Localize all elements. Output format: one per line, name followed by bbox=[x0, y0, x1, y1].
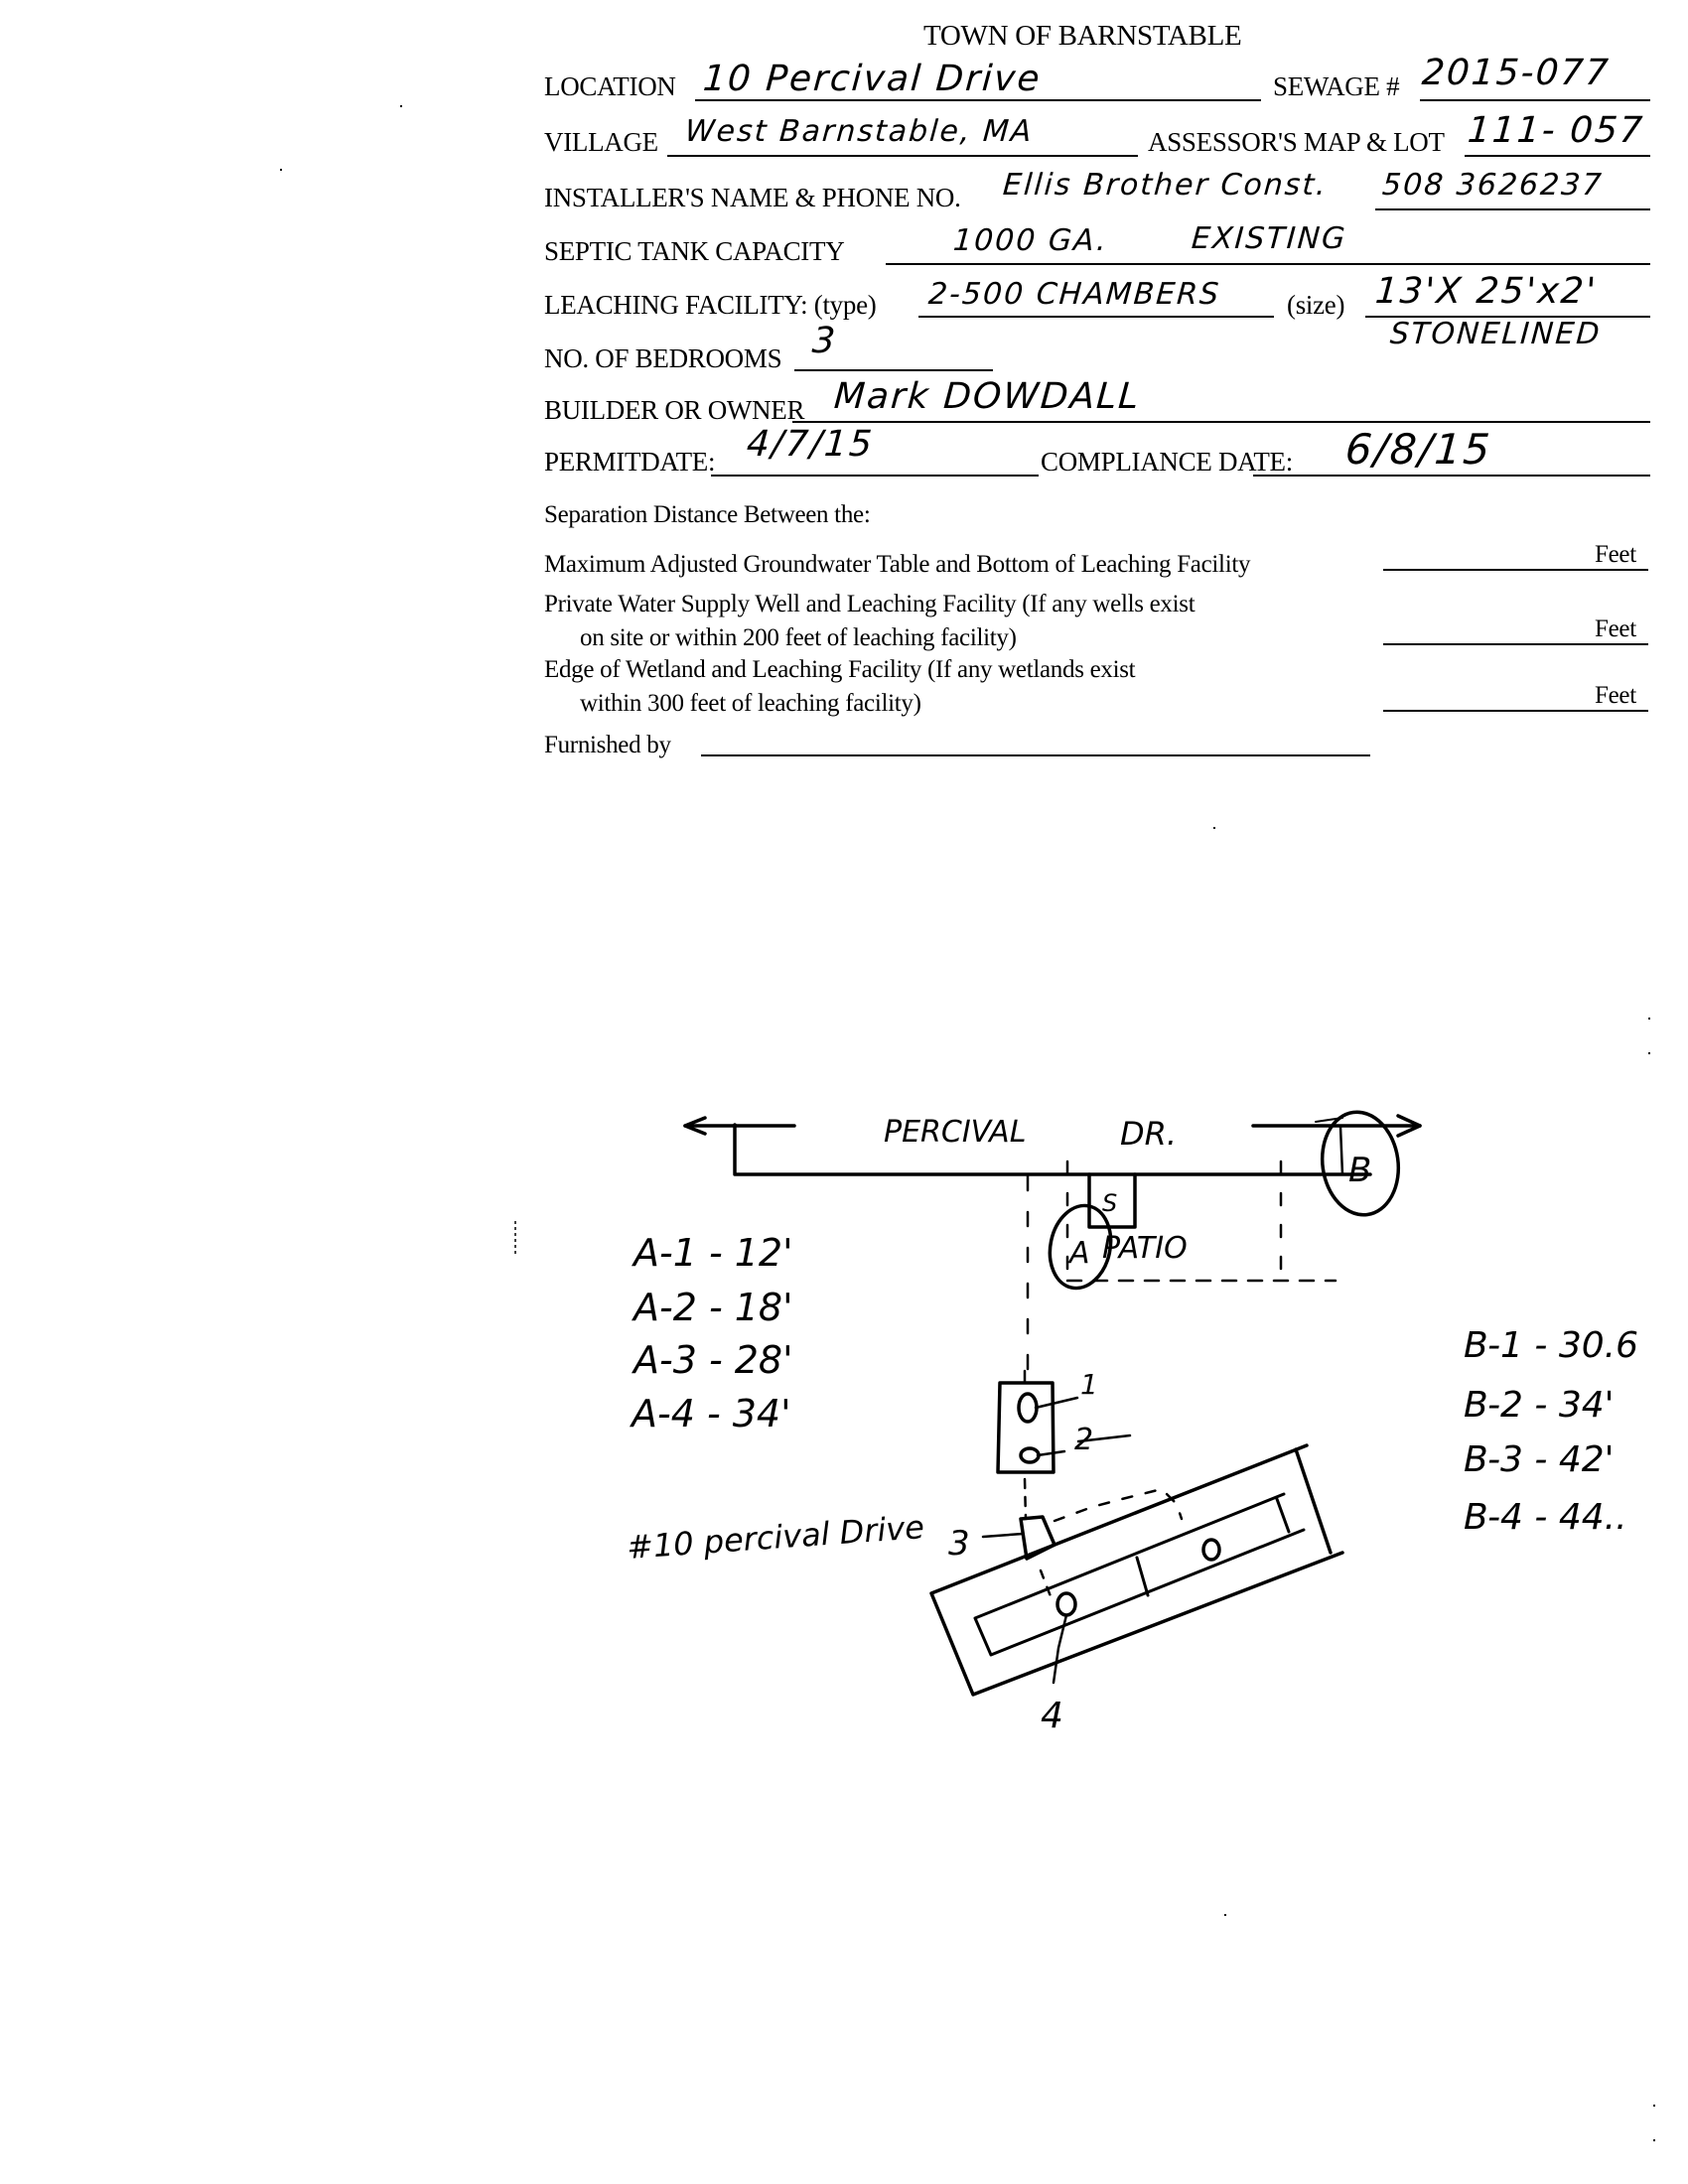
leaching-facility-outer bbox=[931, 1445, 1342, 1695]
compliance-date-field-line bbox=[1253, 475, 1650, 477]
b-tie-item: B-3 - 42' bbox=[1464, 1439, 1615, 1480]
installer-phone-value[interactable]: 508 3626237 bbox=[1380, 168, 1605, 203]
a-tie-list bbox=[629, 1231, 793, 1435]
b-tie-item: B-1 - 30.6 bbox=[1464, 1325, 1638, 1366]
septic-tank bbox=[998, 1371, 1130, 1519]
septic-tank-label: SEPTIC TANK CAPACITY bbox=[544, 236, 845, 266]
point-4-circle bbox=[1057, 1593, 1075, 1615]
street-suffix-label: DR. bbox=[1120, 1115, 1178, 1153]
point-4-leader bbox=[1054, 1615, 1066, 1683]
ref-b-label: B bbox=[1348, 1151, 1372, 1190]
bedrooms-field-line bbox=[794, 369, 993, 371]
separation-row-label-cont: within 300 feet of leaching facility) bbox=[580, 690, 921, 717]
scan-speck bbox=[400, 105, 402, 107]
permit-date-label: PERMITDATE: bbox=[544, 447, 716, 477]
separation-row-field-line[interactable] bbox=[1383, 569, 1648, 571]
leaching-type-field-line bbox=[918, 316, 1274, 318]
point-1-leader bbox=[1036, 1398, 1077, 1408]
assessor-field-line bbox=[1465, 155, 1650, 157]
separation-row-field-line[interactable] bbox=[1383, 710, 1648, 712]
scan-speck bbox=[1213, 827, 1215, 829]
separation-row-unit: Feet bbox=[1595, 541, 1636, 568]
lot-corner-marker bbox=[1340, 1127, 1342, 1174]
point-3-leader bbox=[983, 1534, 1023, 1537]
builder-field-line bbox=[792, 421, 1650, 423]
separation-row-label: Edge of Wetland and Leaching Facility (If any wetlands exist bbox=[544, 656, 1136, 683]
leaching-size-note[interactable]: STONELINED bbox=[1388, 317, 1603, 351]
location-field-line bbox=[695, 99, 1261, 101]
a-tie-item: A-3 - 28' bbox=[633, 1338, 793, 1382]
location-label: LOCATION bbox=[544, 71, 676, 101]
point-4-label: 4 bbox=[1041, 1696, 1063, 1736]
patio-label: PATIO bbox=[1102, 1231, 1188, 1266]
separation-row-label: Private Water Supply Well and Leaching Facility (If any wells exist bbox=[544, 591, 1196, 617]
scan-speck bbox=[1653, 2105, 1655, 2107]
b-tie-list bbox=[1464, 1325, 1638, 1538]
septic-tank-note[interactable]: EXISTING bbox=[1190, 221, 1348, 256]
permit-date-value[interactable]: 4/7/15 bbox=[745, 424, 876, 465]
document-title: TOWN OF BARNSTABLE bbox=[923, 20, 1242, 52]
sewage-label: SEWAGE # bbox=[1273, 71, 1400, 101]
bedrooms-value[interactable]: 3 bbox=[810, 321, 839, 361]
scan-speck bbox=[1653, 2139, 1655, 2141]
point-1-label: 1 bbox=[1080, 1368, 1098, 1401]
assessor-label: ASSESSOR'S MAP & LOT bbox=[1148, 127, 1445, 157]
point-2-circle bbox=[1021, 1448, 1039, 1462]
a-tie-item: A-2 - 18' bbox=[633, 1286, 793, 1329]
point-1-circle bbox=[1019, 1394, 1037, 1422]
s-box-label: S bbox=[1102, 1189, 1118, 1217]
scan-speck bbox=[1224, 1914, 1226, 1916]
permit-date-field-line bbox=[711, 475, 1039, 477]
house-address-label: #10 percival Drive bbox=[625, 1508, 926, 1567]
separation-row-unit: Feet bbox=[1595, 615, 1636, 642]
scan-speck bbox=[1648, 1018, 1650, 1020]
separation-row-label-cont: on site or within 200 feet of leaching facility) bbox=[580, 624, 1017, 651]
separation-row-unit: Feet bbox=[1595, 682, 1636, 709]
leaching-dashed-extension bbox=[1055, 1489, 1182, 1521]
b-tie-item: B-4 - 44.. bbox=[1464, 1497, 1627, 1538]
furnished-by-field-line[interactable] bbox=[701, 754, 1370, 756]
point-2-label: 2 bbox=[1074, 1423, 1094, 1457]
a-tie-item: A-1 - 12' bbox=[633, 1231, 793, 1275]
tank-to-dbox-dashed-line bbox=[1025, 1479, 1026, 1519]
leaching-type-value[interactable]: 2-500 CHAMBERS bbox=[926, 277, 1222, 312]
point-2-leader bbox=[1038, 1451, 1064, 1455]
separation-row-field-line[interactable] bbox=[1383, 643, 1648, 645]
compliance-date-value[interactable]: 6/8/15 bbox=[1343, 425, 1493, 474]
village-field-line bbox=[667, 155, 1138, 157]
sewage-field-line bbox=[1420, 99, 1650, 101]
compliance-date-label: COMPLIANCE DATE: bbox=[1041, 447, 1293, 477]
builder-value[interactable]: Mark DOWDALL bbox=[832, 376, 1142, 417]
ref-a-label: A bbox=[1069, 1236, 1090, 1271]
b-tie-item: B-2 - 34' bbox=[1464, 1385, 1615, 1426]
location-value[interactable]: 10 Percival Drive bbox=[701, 59, 1043, 99]
installer-label: INSTALLER'S NAME & PHONE NO. bbox=[544, 183, 961, 212]
chamber-divider bbox=[1137, 1558, 1148, 1595]
village-label: VILLAGE bbox=[544, 127, 658, 157]
chamber-inspection-port-right bbox=[1203, 1540, 1219, 1560]
leaching-type-label: LEACHING FACILITY: (type) bbox=[544, 290, 877, 320]
leaching-size-label: (size) bbox=[1287, 290, 1345, 320]
scan-speck bbox=[1648, 1052, 1650, 1054]
bedrooms-label: NO. OF BEDROOMS bbox=[544, 343, 782, 373]
builder-label: BUILDER OR OWNER bbox=[544, 395, 805, 425]
separation-row-label: Maximum Adjusted Groundwater Table and Bottom of Leaching Facility bbox=[544, 551, 1251, 578]
street-name-label: PERCIVAL bbox=[884, 1115, 1027, 1150]
septic-tank-value[interactable]: 1000 GA. bbox=[951, 223, 1110, 258]
separation-heading: Separation Distance Between the: bbox=[544, 501, 871, 528]
septic-tank-outline bbox=[998, 1383, 1054, 1472]
leaching-size-value[interactable]: 13'X 25'x2' bbox=[1373, 271, 1600, 312]
assessor-value[interactable]: 111- 057 bbox=[1466, 110, 1646, 151]
sewage-value[interactable]: 2015-077 bbox=[1420, 53, 1612, 93]
a-tie-item: A-4 - 34' bbox=[632, 1392, 791, 1435]
street-percival-drive bbox=[685, 1116, 1420, 1174]
point-3-label: 3 bbox=[948, 1524, 970, 1564]
scan-speck bbox=[280, 169, 282, 171]
lot-frontage-line bbox=[735, 1125, 1370, 1174]
furnished-by-label: Furnished by bbox=[544, 732, 671, 758]
installer-field-line bbox=[1375, 208, 1650, 210]
installer-name-value[interactable]: Ellis Brother Const. bbox=[1001, 168, 1330, 203]
village-value[interactable]: West Barnstable, MA bbox=[683, 114, 1035, 149]
septic-tank-field-line bbox=[886, 263, 1650, 265]
